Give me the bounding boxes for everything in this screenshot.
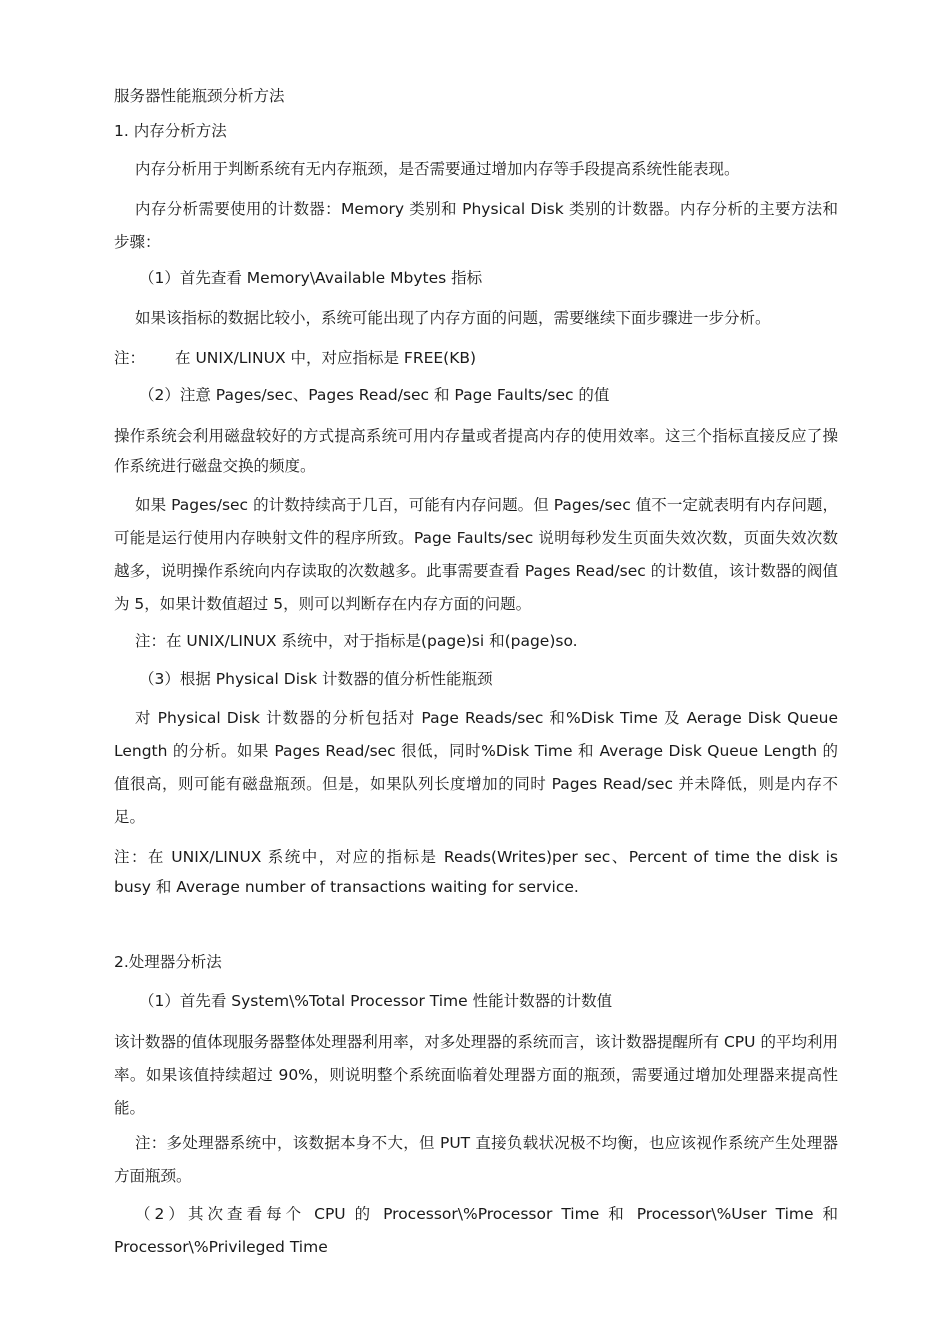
section-2-heading: 2.处理器分析法 <box>114 953 222 971</box>
section-2-step-2: （2）其次查看每个 CPU 的 Processor\%Processor Time 和 Processor\%User Time 和 Processor\%Privileged Time <box>114 1205 838 1256</box>
note-label: 注： <box>114 349 146 367</box>
section-1-note-1 <box>114 348 838 368</box>
section-1-step-3: （3）根据 Physical Disk 计数器的值分析性能瓶颈 <box>139 670 493 688</box>
section-1-step-1-paragraph: 如果该指标的数据比较小，系统可能出现了内存方面的问题，需要继续下面步骤进一步分析。 <box>135 309 771 327</box>
note-text: 在 UNIX/LINUX 中，对应指标是 FREE(KB) <box>175 349 477 367</box>
section-1-step-2: （2）注意 Pages/sec、Pages Read/sec 和 Page Faults/sec 的值 <box>139 386 610 404</box>
section-1-paragraph-2: 内存分析需要使用的计数器：Memory 类别和 Physical Disk 类别的计数器。内存分析的主要方法和步骤： <box>114 200 838 251</box>
section-2-step-1: （1）首先看 System\%Total Processor Time 性能计数器的计数值 <box>139 992 613 1010</box>
section-1-note-2: 注：在 UNIX/LINUX 系统中，对于指标是(page)si 和(page)so. <box>135 632 578 650</box>
document-title: 服务器性能瓶颈分析方法 <box>114 87 285 105</box>
section-2-note-1: 注：多处理器系统中，该数据本身不大，但 PUT 直接负载状况极不均衡，也应该视作系统产生处理器方面瓶颈。 <box>114 1134 838 1185</box>
section-1-step-1: （1）首先查看 Memory\Available Mbytes 指标 <box>139 269 483 287</box>
section-1-step-3-paragraph: 对 Physical Disk 计数器的分析包括对 Page Reads/sec 和%Disk Time 及 Aerage Disk Queue Length 的分析。如果 Pages Read/sec 很低，同时%Disk Time 和 Average Disk Queue Length 的值很高，则可能有磁盘瓶颈。但是，如果队列长度增加的同时 Pages Read/sec 并未降低，则是内存不足。 <box>114 709 838 826</box>
section-2-step-1-paragraph: 该计数器的值体现服务器整体处理器利用率，对多处理器的系统而言，该计数器提醒所有 CPU 的平均利用率。如果该值持续超过 90%，则说明整个系统面临着处理器方面的瓶颈，需要通过增加处理器来提高性能。 <box>114 1033 838 1117</box>
section-1-heading: 1. 内存分析方法 <box>114 122 227 140</box>
section-1-paragraph-1: 内存分析用于判断系统有无内存瓶颈，是否需要通过增加内存等手段提高系统性能表现。 <box>135 160 740 178</box>
section-1-step-2-paragraph-2: 如果 Pages/sec 的计数持续高于几百，可能有内存问题。但 Pages/sec 值不一定就表明有内存问题，可能是运行使用内存映射文件的程序所致。Page Faults/sec 说明每秒发生页面失效次数，页面失效次数越多，说明操作系统向内存读取的次数越多。此事需要查看 Pages Read/sec 的计数值，该计数器的阀值为 5，如果计数值超过 5，则可以判断存在内存方面的问题。 <box>114 496 838 613</box>
section-1-step-2-paragraph-1: 操作系统会利用磁盘较好的方式提高系统可用内存量或者提高内存的使用效率。这三个指标直接反应了操作系统进行磁盘交换的频度。 <box>114 427 838 475</box>
section-1-note-3: 注：在 UNIX/LINUX 系统中，对应的指标是 Reads(Writes)per sec、Percent of time the disk is busy 和 Average number of transactions waiting for service. <box>114 848 838 896</box>
